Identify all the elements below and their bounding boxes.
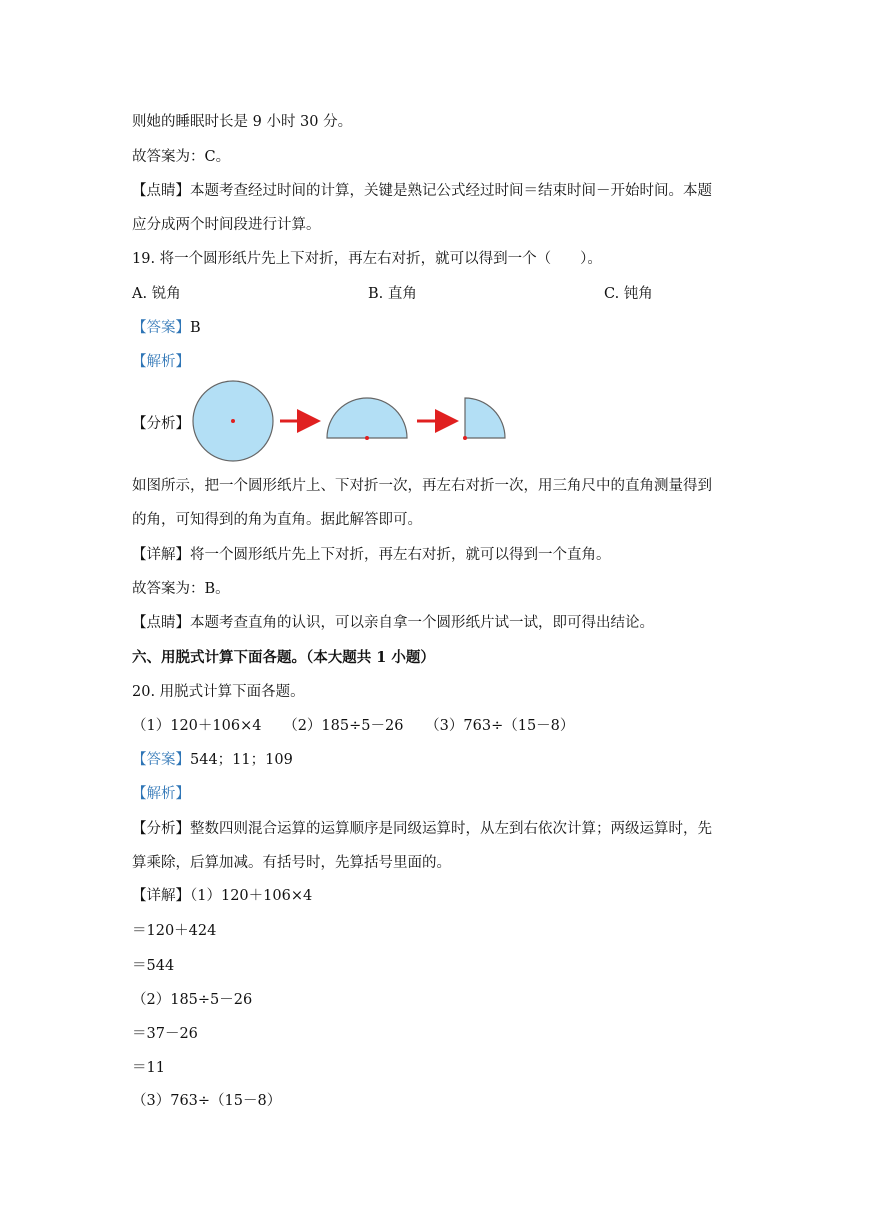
answer-20 xyxy=(132,750,293,770)
question-20-items: （1）120＋106×4 （2）185÷5－26 （3）763÷（15－8） xyxy=(132,718,575,734)
answer-tag: 【答案】 xyxy=(132,320,190,336)
section-heading: 六、用脱式计算下面各题。（本大题共 1 小题） xyxy=(132,649,435,666)
fenxi-tag: 【分析】 xyxy=(132,416,190,432)
step-line: （2）185÷5－26 xyxy=(132,992,253,1008)
dianjing-line xyxy=(132,181,712,201)
jiexi-tag: 【解析】 xyxy=(132,354,190,370)
step-line: ＝544 xyxy=(132,958,175,974)
option-a: A. 锐角 xyxy=(132,286,181,302)
text-line: 算乘除，后算加减。有括号时，先算括号里面的。 xyxy=(132,855,451,871)
jiexi-tag: 【解析】 xyxy=(132,786,190,802)
step-line: ＝11 xyxy=(132,1060,165,1076)
xiangjie-line xyxy=(132,886,312,906)
text-line: 应分成两个时间段进行计算。 xyxy=(132,217,321,233)
xiangjie-line xyxy=(132,545,611,565)
fenxi-line xyxy=(132,819,712,839)
text-line: 故答案为：C。 xyxy=(132,149,231,165)
option-b: B. 直角 xyxy=(368,286,417,302)
dianjing-tag: 【点睛】 xyxy=(132,183,190,199)
answer-value: B xyxy=(190,320,201,336)
step-line: （3）763÷（15－8） xyxy=(132,1093,282,1109)
dianjing-text: 本题考查经过时间的计算，关键是熟记公式经过时间＝结束时间－开始时间。本题 xyxy=(190,183,712,199)
xiangjie-text: （1）120＋106×4 xyxy=(190,888,313,904)
circle-center-dot xyxy=(231,419,235,423)
fenxi-tag: 【分析】 xyxy=(132,821,190,837)
question-19: 19. 将一个圆形纸片先上下对折，再左右对折，就可以得到一个（ ）。 xyxy=(132,251,602,267)
step-line: ＝37－26 xyxy=(132,1026,198,1042)
text-line: 如图所示，把一个圆形纸片上、下对折一次，再左右对折一次，用三角尺中的直角测量得到 xyxy=(132,478,712,494)
answer-tag: 【答案】 xyxy=(132,752,190,768)
quarter-circle xyxy=(465,398,505,438)
text-line: 则她的睡眠时长是 9 小时 30 分。 xyxy=(132,114,353,130)
answer-value: 544；11；109 xyxy=(190,752,293,768)
dianjing-tag: 【点睛】 xyxy=(132,615,190,631)
fenxi-text: 整数四则混合运算的运算顺序是同级运算时，从左到右依次计算；两级运算时，先 xyxy=(190,821,712,837)
xiangjie-tag: 【详解】 xyxy=(132,888,190,904)
text-line: 故答案为：B。 xyxy=(132,581,230,597)
answer-19 xyxy=(132,318,201,338)
semicircle-center-dot xyxy=(365,436,369,440)
dianjing-line xyxy=(132,613,654,633)
xiangjie-tag: 【详解】 xyxy=(132,547,190,563)
folding-diagram xyxy=(185,373,515,469)
xiangjie-text: 将一个圆形纸片先上下对折，再左右对折，就可以得到一个直角。 xyxy=(190,547,611,563)
text-line: 的角，可知得到的角为直角。据此解答即可。 xyxy=(132,512,422,528)
step-line: ＝120＋424 xyxy=(132,923,217,939)
dianjing-text: 本题考查直角的认识，可以亲自拿一个圆形纸片试一试，即可得出结论。 xyxy=(190,615,654,631)
quarter-center-dot xyxy=(463,436,467,440)
option-c: C. 钝角 xyxy=(604,286,653,302)
question-20: 20. 用脱式计算下面各题。 xyxy=(132,684,305,700)
semicircle xyxy=(327,398,407,438)
